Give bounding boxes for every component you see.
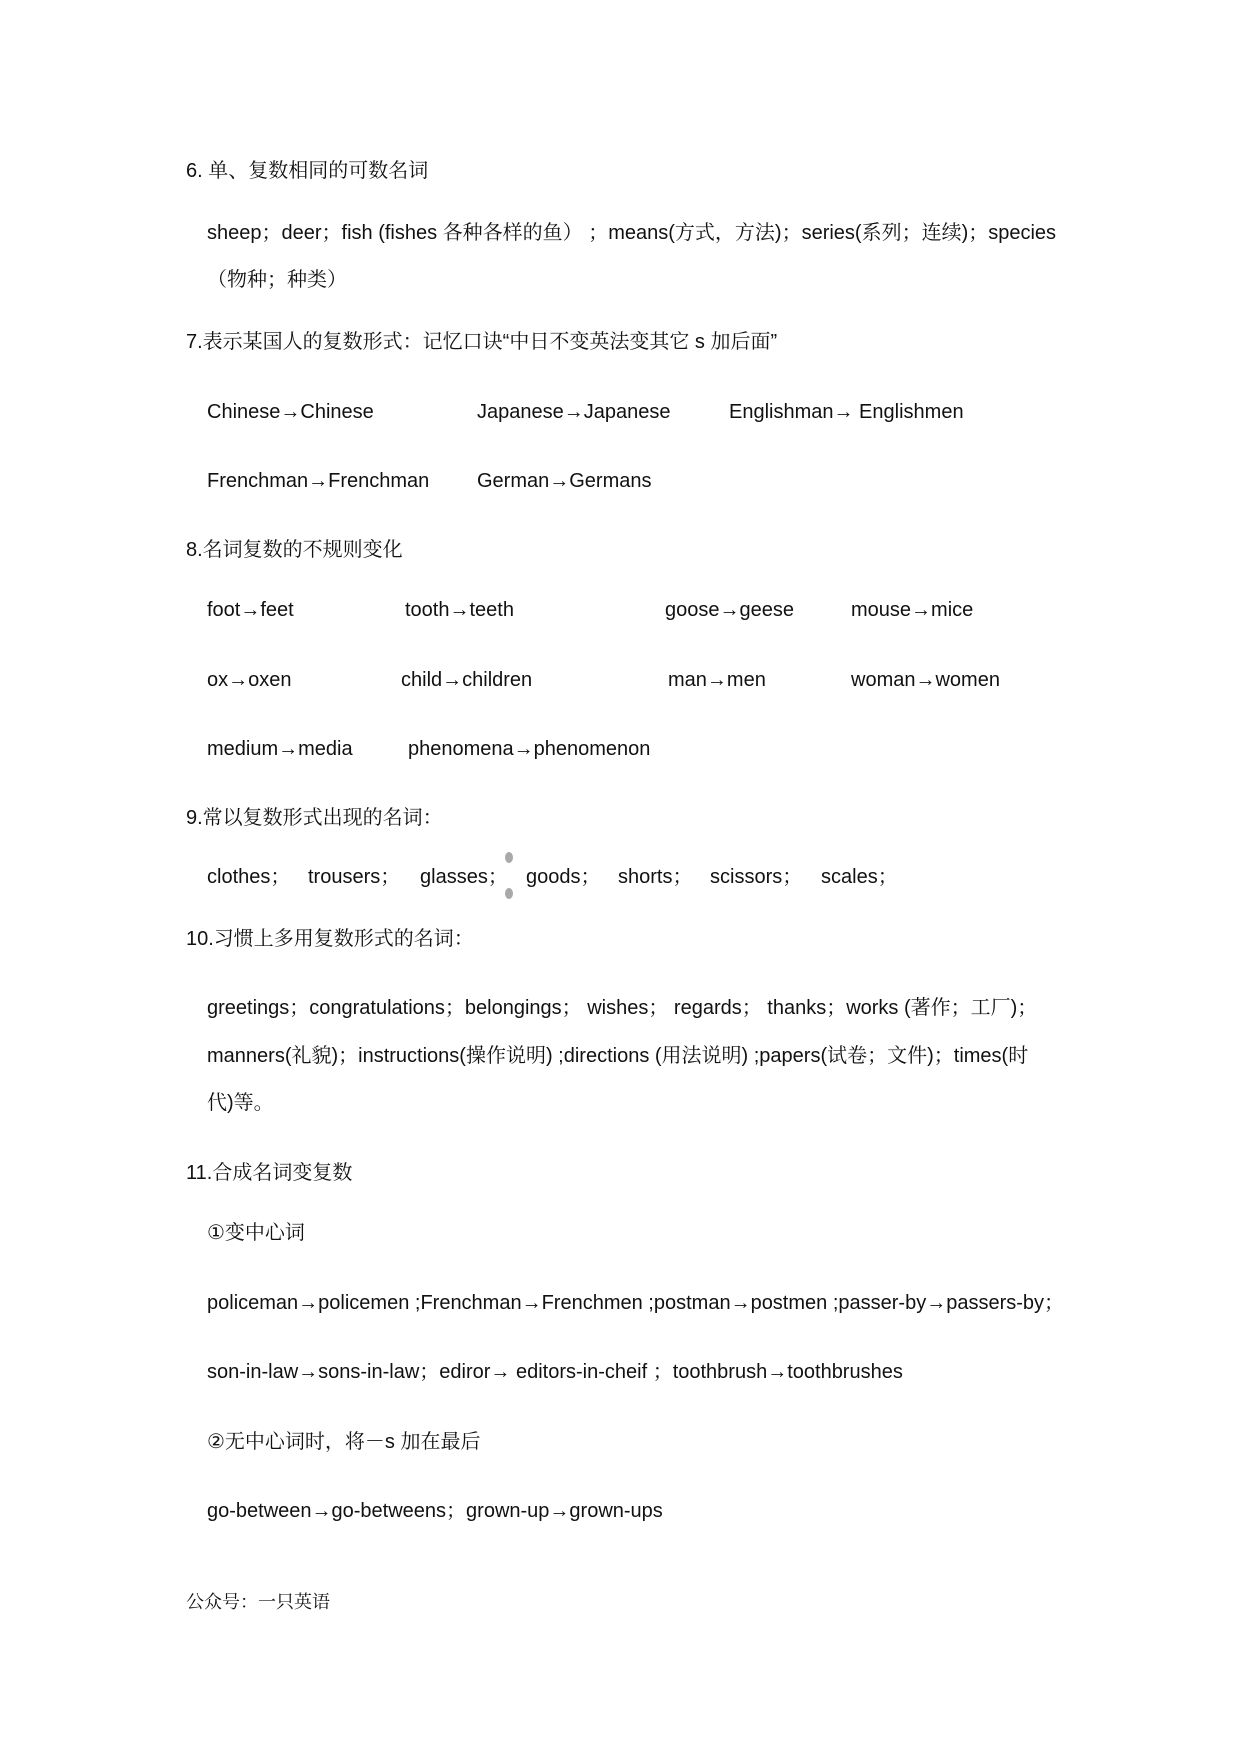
section-8-item: child→children (401, 669, 533, 691)
section-10-line-1: greetings；congratulations；belongings； wishes； regards； thanks；works (著作；工厂)； (207, 997, 1038, 1019)
section-8-item: goose→geese (665, 599, 794, 621)
section-8-item: mouse→mice (851, 599, 974, 621)
section-8-heading: 8.名词复数的不规则变化 (186, 539, 403, 561)
section-9-item: clothes； (207, 866, 291, 888)
section-9-item: scales； (821, 866, 898, 888)
section-11-subheading-1: ①变中心词 (207, 1222, 305, 1244)
section-8-item: ox→oxen (207, 669, 292, 691)
section-6-heading: 6. 单、复数相同的可数名词 (186, 160, 429, 182)
section-7-item: German→Germans (477, 470, 652, 492)
section-9-item: goods； (526, 866, 601, 888)
section-8-item: medium→media (207, 738, 353, 760)
section-9-item: glasses； (420, 866, 508, 888)
selection-handle-bottom[interactable] (505, 888, 513, 899)
section-7-item: Frenchman→Frenchman (207, 470, 430, 492)
section-9-heading: 9.常以复数形式出现的名词： (186, 807, 443, 829)
section-6-line-2: （物种；种类） (207, 269, 347, 291)
section-11-sub1-line-2: son-in-law→sons-in-law；ediror→ editors-in-cheif ；toothbrush→toothbrushes (207, 1361, 903, 1383)
section-10-line-3: 代)等。 (207, 1092, 274, 1114)
section-11-sub2-line-1: go-between→go-betweens；grown-up→grown-ups (207, 1500, 663, 1522)
section-10-line-2: manners(礼貌)；instructions(操作说明) ;directions (用法说明) ;papers(试卷；文件)；times(时 (207, 1045, 1029, 1067)
section-9-item: trousers； (308, 866, 401, 888)
section-7-item: Chinese→Chinese (207, 401, 374, 423)
section-8-item: man→men (668, 669, 766, 691)
section-8-item: tooth→teeth (405, 599, 514, 621)
section-8-item: foot→feet (207, 599, 294, 621)
section-7-item: Englishman→ Englishmen (729, 401, 964, 423)
footer-account: 公众号：一只英语 (186, 1592, 330, 1612)
selection-handle-top[interactable] (505, 852, 513, 863)
section-7-heading: 7.表示某国人的复数形式：记忆口诀“中日不变英法变其它 s 加后面” (186, 331, 778, 353)
section-9-item: shorts； (618, 866, 693, 888)
section-6-line-1: sheep；deer；fish (fishes 各种各样的鱼） ；means(方式，方法)；series(系列；连续)；species (207, 222, 1057, 244)
section-8-item: woman→women (851, 669, 1000, 691)
section-8-item: phenomena→phenomenon (408, 738, 651, 760)
section-11-sub1-line-1: policeman→policemen ;Frenchman→Frenchmen ;postman→postmen ;passer-by→passers-by； (207, 1292, 1065, 1314)
section-7-item: Japanese→Japanese (477, 401, 671, 423)
section-11-heading: 11.合成名词变复数 (186, 1162, 353, 1184)
section-11-subheading-2: ②无中心词时，将－s 加在最后 (207, 1431, 481, 1453)
section-10-heading: 10.习惯上多用复数形式的名词： (186, 928, 474, 950)
section-9-item: scissors； (710, 866, 803, 888)
